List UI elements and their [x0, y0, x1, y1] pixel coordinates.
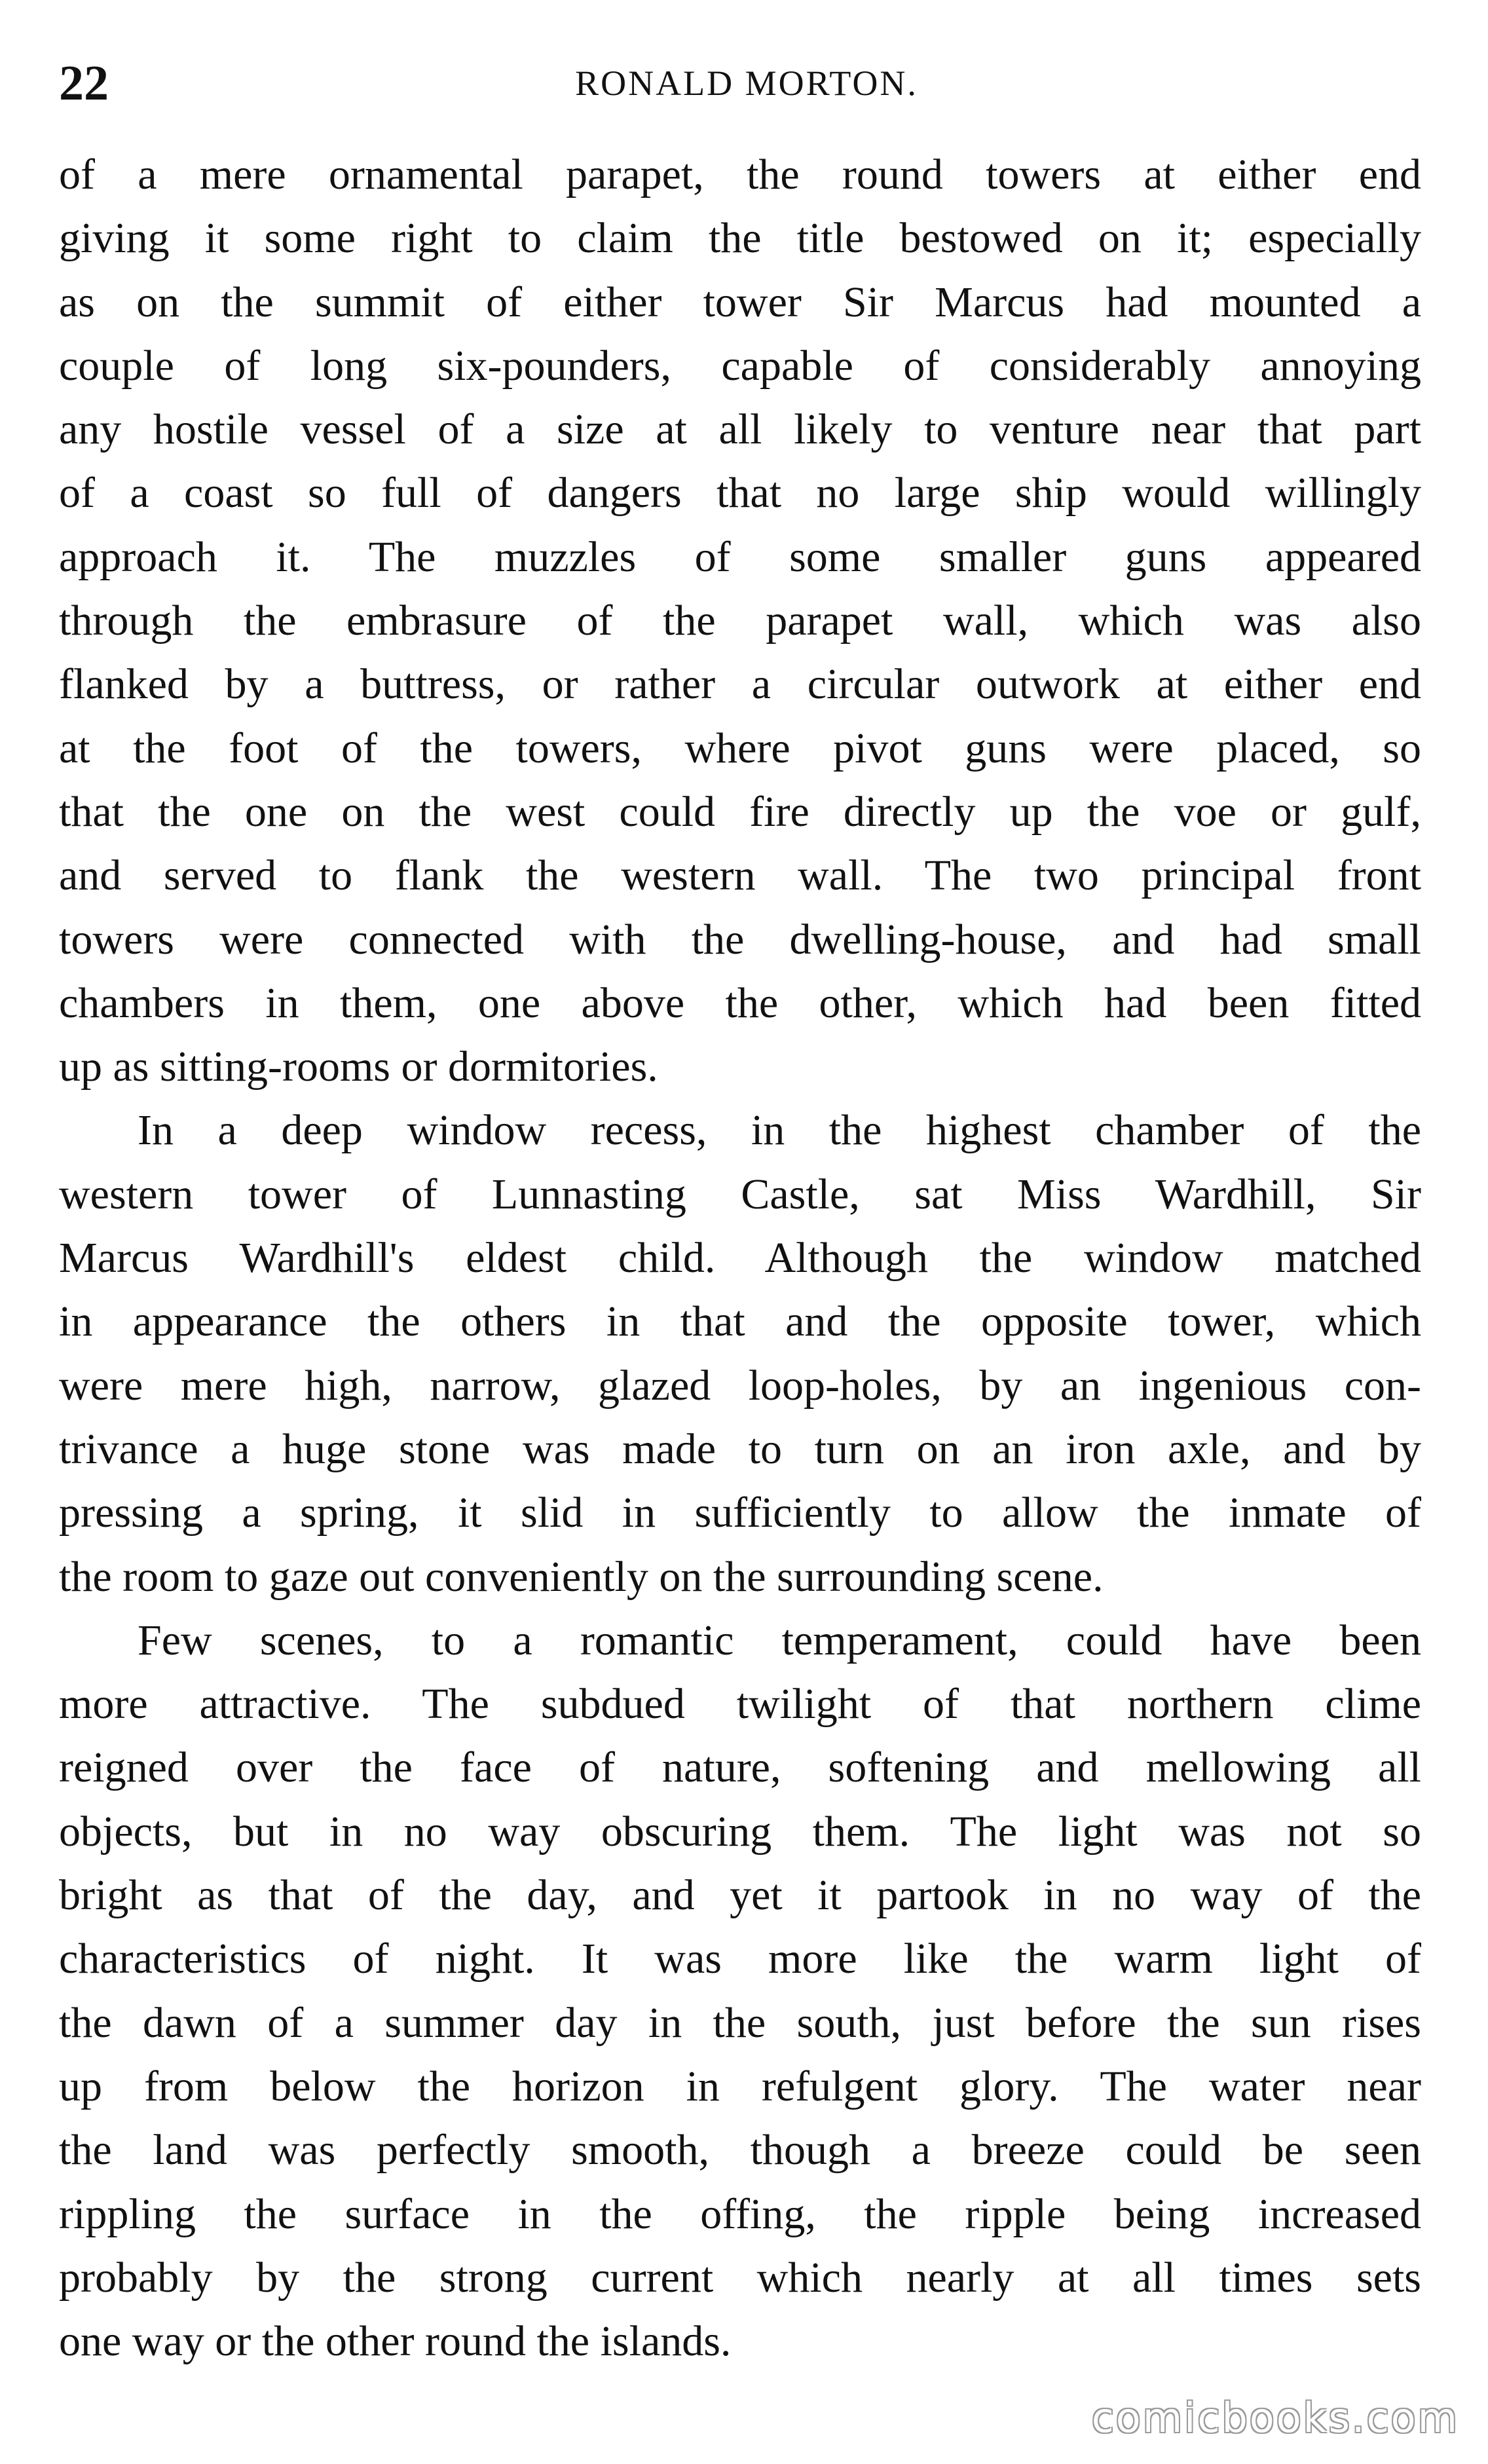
text-line: Marcus Wardhill's eldest child. Although the window matched [59, 1234, 1421, 1282]
text-line: probably by the strong current which nearly at all times sets [59, 2253, 1421, 2302]
text-line: of a mere ornamental parapet, the round towers at either end [59, 151, 1421, 198]
text-line: any hostile vessel of a size at all likely to venture near that part [59, 405, 1421, 454]
text-line: and served to flank the western wall. The two principal front [59, 851, 1421, 900]
text-line: bright as that of the day, and yet it partook in no way of the [59, 1871, 1421, 1920]
text-line: through the embrasure of the parapet wall, which was also [59, 597, 1421, 645]
text-line: towers were connected with the dwelling-house, and had small [59, 915, 1421, 963]
text-line: in appearance the others in that and the opposite tower, which [59, 1297, 1421, 1346]
text-line: trivance a huge stone was made to turn on an iron axle, and by [59, 1425, 1421, 1473]
text-line: western tower of Lunnasting Castle, sat Miss Wardhill, Sir [59, 1170, 1421, 1218]
text-line: up from below the horizon in refulgent glory. The water near [59, 2062, 1421, 2110]
text-line: the dawn of a summer day in the south, just before the sun rises [59, 1998, 1421, 2047]
paragraph-start-line: In a deep window recess, in the highest chamber of the [138, 1106, 1421, 1155]
text-line: couple of long six-pounders, capable of considerably annoying [59, 341, 1421, 390]
text-line: flanked by a buttress, or rather a circular outwork at either end [59, 660, 1421, 709]
text-line: pressing a spring, it slid in sufficiently to allow the inmate of [59, 1489, 1421, 1537]
text-line: characteristics of night. It was more like the warm light of [59, 1935, 1421, 1983]
text-line: at the foot of the towers, where pivot guns were placed, so [59, 724, 1421, 772]
page-number: 22 [59, 56, 109, 111]
paragraph-start-line: Few scenes, to a romantic temperament, could have been [138, 1616, 1421, 1664]
text-line: that the one on the west could fire directly up the voe or gulf, [59, 787, 1421, 836]
text-line: rippling the surface in the offing, the ripple being increased [59, 2190, 1421, 2238]
text-line: giving it some right to claim the title bestowed on it; especially [59, 214, 1421, 263]
watermark: comicbooks.com [1091, 2394, 1459, 2442]
text-line: of a coast so full of dangers that no large ship would willingly [59, 469, 1421, 517]
text-line: as on the summit of either tower Sir Marcus had mounted a [59, 278, 1421, 326]
paragraph-end-line: the room to gaze out conveniently on the surrounding scene. [59, 1552, 1104, 1601]
text-line: approach it. The muzzles of some smaller guns appeared [59, 532, 1421, 581]
page-header [59, 47, 1434, 119]
text-line: reigned over the face of nature, softening and mellowing all [59, 1744, 1421, 1792]
paragraph-end-line: up as sitting-rooms or dormitories. [59, 1043, 658, 1091]
text-line: objects, but in no way obscuring them. The light was not so [59, 1807, 1421, 1856]
text-line: were mere high, narrow, glazed loop-holes, by an ingenious con- [59, 1361, 1421, 1409]
text-line: more attractive. The subdued twilight of that northern clime [59, 1680, 1421, 1728]
paragraph-end-line: one way or the other round the islands. [59, 2317, 732, 2366]
text-line: chambers in them, one above the other, which had been fitted [59, 979, 1421, 1027]
running-title: RONALD MORTON. [575, 64, 918, 103]
body-text [59, 143, 1421, 2373]
text-line: the land was perfectly smooth, though a breeze could be seen [59, 2126, 1421, 2175]
